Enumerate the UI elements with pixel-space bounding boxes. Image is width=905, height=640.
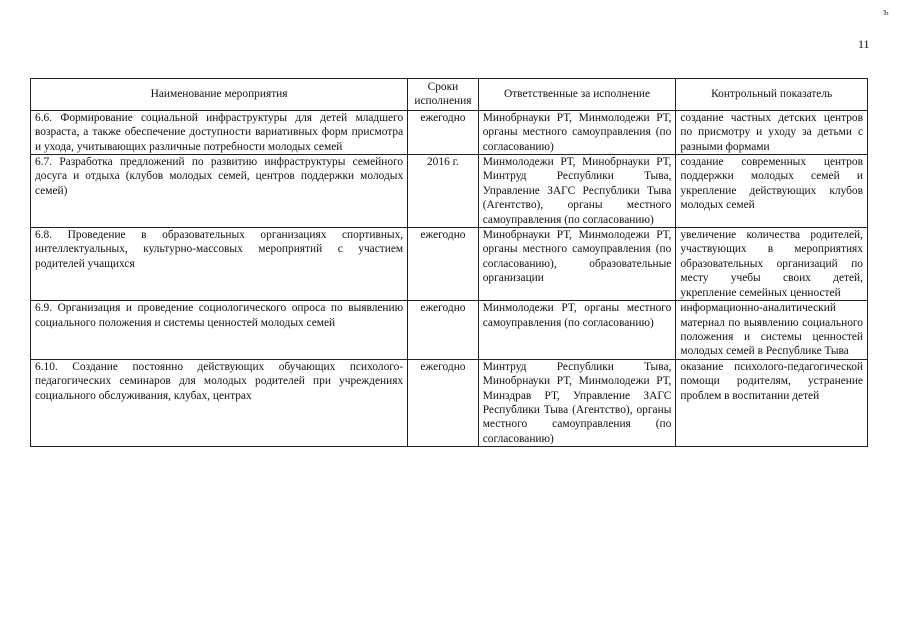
cell-indicator: увеличение количества родителей, участвующих в мероприятиях образовательных организаций по месту учебы своих детей, укрепление семейных ценностей [676,228,868,301]
table-row [31,110,868,154]
cell-responsible: Минмолодежи РТ, Минобрнауки РТ, Минтруд Республики Тыва, Управление ЗАГС Республики Тыва (Агентство), органы местного самоуправления (по согласованию) [478,155,676,228]
header-event: Наименование мероприятия [31,79,408,111]
cell-responsible: Минмолодежи РТ, органы местного самоуправления (по согласованию) [478,301,676,360]
cell-responsible: Минобрнауки РТ, Минмолодежи РТ, органы местного самоуправления (по согласованию), образовательные организации [478,228,676,301]
cell-indicator: создание современных центров поддержки молодых семей и укрепление действующих клубов молодых семей [676,155,868,228]
cell-responsible: Минобрнауки РТ, Минмолодежи РТ, органы местного самоуправления (по согласованию) [478,110,676,154]
page-number: 11 [858,37,870,51]
cell-indicator: информационно-аналитический материал по выявлению социального положения и системы ценностей молодых семей в Республике Тыва [676,301,868,360]
header-row [31,79,868,111]
cell-event: 6.8. Проведение в образовательных организациях спортивных, интеллектуальных, культурно-массовых мероприятий с участием родителей учащихся [31,228,408,301]
cell-term: ежегодно [408,228,479,301]
header-term: Сроки исполнения [408,79,479,111]
cell-term: ежегодно [408,359,479,446]
header-indicator: Контрольный показатель [676,79,868,111]
cell-responsible: Минтруд Республики Тыва, Минобрнауки РТ, Минмолодежи РТ, Минздрав РТ, Управление ЗАГС Республики Тыва (Агентство), органы местного самоуправления (по согласованию) [478,359,676,446]
table-row [31,155,868,228]
cell-event: 6.10. Создание постоянно действующих обучающих психолого-педагогических семинаров для молодых родителей при учреждениях социального обслуживания, клубах, центрах [31,359,408,446]
table-row [31,359,868,446]
table-row [31,228,868,301]
cell-event: 6.6. Формирование социальной инфраструктуры для детей младшего возраста, а также обеспечение доступности вариативных форм присмотра и ухода, учитывающих различные потребности молодых семей [31,110,408,154]
action-plan-table [30,78,868,447]
cell-event: 6.7. Разработка предложений по развитию инфраструктуры семейного досуга и отдыха (клубов молодых семей, центров поддержки молодых семей) [31,155,408,228]
cell-term: 2016 г. [408,155,479,228]
table-row [31,301,868,360]
cell-term: ежегодно [408,301,479,360]
table-header [31,79,868,111]
cell-indicator: создание частных детских центров по присмотру и уходу за детьми с разными формами [676,110,868,154]
cell-indicator: оказание психолого-педагогической помощи родителям, устранение проблем в воспитании детей [676,359,868,446]
corner-mark: ъ [883,6,889,18]
cell-term: ежегодно [408,110,479,154]
header-responsible: Ответственные за исполнение [478,79,676,111]
cell-event: 6.9. Организация и проведение социологического опроса по выявлению социального положения и системы ценностей молодых семей [31,301,408,360]
table-body [31,110,868,446]
